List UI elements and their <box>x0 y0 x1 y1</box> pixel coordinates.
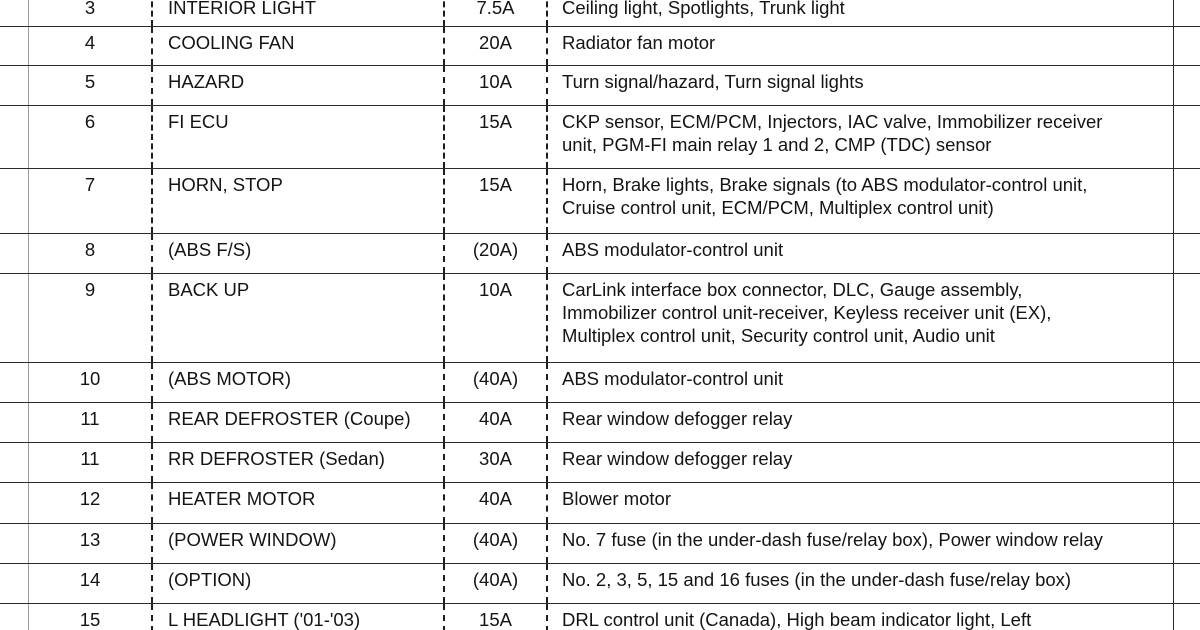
components-cell <box>562 173 1087 219</box>
column-divider <box>151 66 153 105</box>
fuse-amperage: 15A <box>479 111 512 132</box>
column-divider <box>546 234 548 273</box>
component-line: CarLink interface box connector, DLC, Gauge assembly, <box>562 279 1023 300</box>
circuit-protected: FI ECU <box>168 111 229 132</box>
fuse-number: 5 <box>84 71 96 92</box>
components-cell <box>562 447 792 470</box>
column-divider <box>546 363 548 402</box>
fuse-number: 10 <box>79 368 101 389</box>
column-divider <box>546 0 548 26</box>
component-line: ABS modulator-control unit <box>562 239 784 260</box>
fuse-number: 11 <box>80 448 100 469</box>
component-line: Turn signal/hazard, Turn signal lights <box>562 71 864 92</box>
table-row <box>0 443 1200 483</box>
fuse-amperage: (20A) <box>472 239 519 260</box>
table-row <box>0 169 1200 234</box>
components-cell <box>562 278 1051 347</box>
table-row <box>0 106 1200 169</box>
component-line: ABS modulator-control unit <box>562 368 784 389</box>
fuse-number: 11 <box>80 408 100 429</box>
component-line: Immobilizer control unit-receiver, Keyless receiver unit (EX), <box>562 302 1052 323</box>
circuit-protected: HAZARD <box>168 71 245 92</box>
column-divider <box>443 443 445 482</box>
circuit-protected: REAR DEFROSTER (Coupe) <box>168 408 411 429</box>
table-row <box>0 274 1200 363</box>
column-divider <box>443 106 445 168</box>
column-divider <box>546 27 548 65</box>
table-right-border <box>1173 0 1174 630</box>
table-row <box>0 604 1200 630</box>
circuit-protected: L HEADLIGHT ('01-'03) <box>168 609 361 630</box>
fuse-number: 6 <box>84 111 96 132</box>
column-divider <box>546 403 548 442</box>
table-row <box>0 0 1200 27</box>
column-divider <box>151 524 153 563</box>
component-line: unit, PGM-FI main relay 1 and 2, CMP (TDC) sensor <box>562 134 992 155</box>
circuit-protected: INTERIOR LIGHT <box>168 0 317 18</box>
column-divider <box>546 483 548 523</box>
table-row <box>0 524 1200 564</box>
fuse-amperage: 15A <box>479 174 512 195</box>
fuse-amperage: (40A) <box>472 569 519 590</box>
circuit-protected: HORN, STOP <box>168 174 283 195</box>
fuse-amperage: 10A <box>479 279 512 300</box>
fuse-amperage: 40A <box>479 488 512 509</box>
column-divider <box>546 564 548 603</box>
column-divider <box>151 274 153 362</box>
column-divider <box>546 443 548 482</box>
component-line: Rear window defogger relay <box>562 448 793 469</box>
fuse-amperage: 20A <box>479 32 512 53</box>
column-divider <box>443 483 445 523</box>
components-cell <box>562 528 1103 551</box>
fuse-number: 14 <box>79 569 101 590</box>
components-cell <box>562 110 1102 156</box>
fuse-amperage: 10A <box>479 71 512 92</box>
column-divider <box>546 66 548 105</box>
column-divider <box>443 234 445 273</box>
fuse-number: 4 <box>84 32 96 53</box>
circuit-protected: (POWER WINDOW) <box>168 529 337 550</box>
fuse-number: 7 <box>84 174 96 195</box>
fuse-amperage: 40A <box>479 408 512 429</box>
table-row <box>0 27 1200 66</box>
column-divider <box>151 0 153 26</box>
column-divider <box>443 363 445 402</box>
column-divider <box>443 169 445 233</box>
column-divider <box>151 483 153 523</box>
component-line: Radiator fan motor <box>562 32 716 53</box>
fuse-number: 12 <box>79 488 101 509</box>
circuit-protected: RR DEFROSTER (Sedan) <box>168 448 385 469</box>
column-divider <box>443 27 445 65</box>
column-divider <box>546 524 548 563</box>
table-row <box>0 403 1200 443</box>
components-cell <box>562 238 783 261</box>
fuse-amperage: 7.5A <box>476 0 515 18</box>
component-line: DRL control unit (Canada), High beam indicator light, Left <box>562 609 1032 630</box>
fuse-amperage: (40A) <box>472 529 519 550</box>
circuit-protected: BACK UP <box>168 279 250 300</box>
circuit-protected: HEATER MOTOR <box>168 488 316 509</box>
components-cell <box>562 0 845 19</box>
column-divider <box>151 363 153 402</box>
column-divider <box>546 604 548 630</box>
column-divider <box>151 27 153 65</box>
table-row <box>0 483 1200 524</box>
column-divider <box>151 106 153 168</box>
fuse-number: 13 <box>79 529 101 550</box>
column-divider <box>443 403 445 442</box>
component-line: Multiplex control unit, Security control unit, Audio unit <box>562 325 995 346</box>
column-divider <box>546 274 548 362</box>
table-row <box>0 564 1200 604</box>
column-divider <box>443 524 445 563</box>
fuse-number: 3 <box>84 0 96 18</box>
circuit-protected: (ABS MOTOR) <box>168 368 291 389</box>
column-divider <box>546 106 548 168</box>
components-cell <box>562 367 783 390</box>
circuit-protected: COOLING FAN <box>168 32 295 53</box>
component-line: No. 7 fuse (in the under-dash fuse/relay box), Power window relay <box>562 529 1103 550</box>
column-divider <box>151 604 153 630</box>
fuse-number: 8 <box>84 239 96 260</box>
column-divider <box>151 443 153 482</box>
components-cell <box>562 70 864 93</box>
components-cell <box>562 487 671 510</box>
component-line: Horn, Brake lights, Brake signals (to ABS modulator-control unit, <box>562 174 1088 195</box>
column-divider <box>151 169 153 233</box>
component-line: Cruise control unit, ECM/PCM, Multiplex control unit) <box>562 197 994 218</box>
column-divider <box>443 604 445 630</box>
column-divider <box>546 169 548 233</box>
table-row <box>0 66 1200 106</box>
component-line: Ceiling light, Spotlights, Trunk light <box>562 0 845 18</box>
fuse-amperage: (40A) <box>472 368 519 389</box>
component-line: No. 2, 3, 5, 15 and 16 fuses (in the under-dash fuse/relay box) <box>562 569 1072 590</box>
component-line: Rear window defogger relay <box>562 408 793 429</box>
component-line: Blower motor <box>562 488 671 509</box>
fuse-amperage: 30A <box>479 448 512 469</box>
column-divider <box>151 234 153 273</box>
components-cell <box>562 568 1071 591</box>
components-cell <box>562 608 1031 630</box>
column-divider <box>443 274 445 362</box>
fuse-amperage: 15A <box>479 609 512 630</box>
column-divider <box>151 403 153 442</box>
fuse-number: 9 <box>84 279 96 300</box>
column-divider <box>151 564 153 603</box>
column-divider <box>443 564 445 603</box>
fuse-number: 15 <box>79 609 101 630</box>
table-row <box>0 363 1200 403</box>
component-line: CKP sensor, ECM/PCM, Injectors, IAC valve, Immobilizer receiver <box>562 111 1103 132</box>
column-divider <box>443 66 445 105</box>
circuit-protected: (ABS F/S) <box>168 239 252 260</box>
components-cell <box>562 407 792 430</box>
table-row <box>0 234 1200 274</box>
column-divider <box>443 0 445 26</box>
components-cell <box>562 31 715 54</box>
circuit-protected: (OPTION) <box>168 569 252 590</box>
